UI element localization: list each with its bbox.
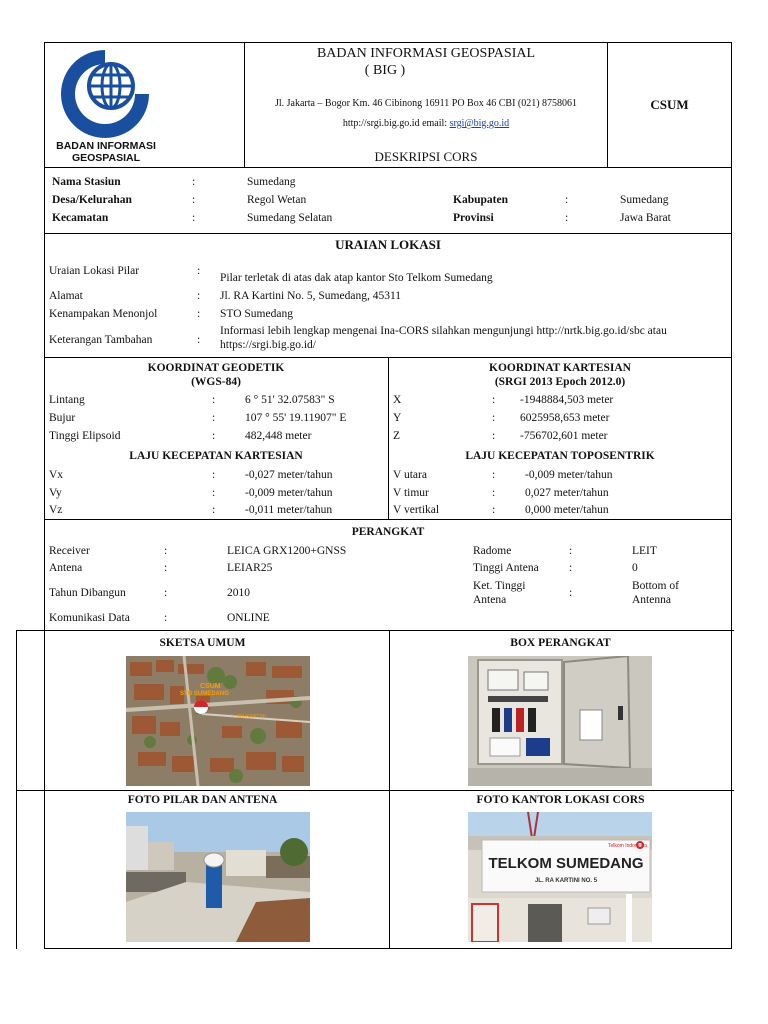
vel-cart-label: Vz: [49, 504, 63, 516]
location-value-line2: https://srgi.big.go.id/: [220, 339, 316, 351]
colon: :: [164, 562, 168, 574]
vel-topo-label: V timur: [393, 487, 429, 499]
nama-stasiun-label: Nama Stasiun: [52, 176, 121, 188]
colon: :: [565, 212, 569, 224]
geodetic-label: Bujur: [49, 412, 76, 424]
colon: :: [212, 469, 216, 481]
location-label: Uraian Lokasi Pilar: [49, 265, 140, 277]
radome-value: LEIT: [632, 545, 657, 557]
nama-stasiun-value: Sumedang: [247, 176, 296, 188]
komunikasi-label: Komunikasi Data: [49, 612, 130, 624]
vel-cart-label: Vx: [49, 469, 64, 481]
colon: :: [212, 430, 216, 442]
map-marker-icon: [194, 700, 208, 714]
cartesian-value: -1948884,503 meter: [520, 394, 614, 406]
colon: :: [492, 504, 496, 516]
colon: :: [569, 562, 573, 574]
antena-value: LEIAR25: [227, 562, 273, 574]
sketsa-title: SKETSA UMUM: [159, 637, 246, 649]
colon: :: [197, 265, 201, 277]
email-link[interactable]: srgi@big.go.id: [449, 118, 510, 129]
desa-label: Desa/Kelurahan: [52, 194, 132, 206]
geodetic-value: 6 ° 51' 32.07583" S: [245, 394, 335, 406]
doc-title: DESKRIPSI CORS: [374, 149, 478, 164]
geodetic-title: [44, 361, 388, 389]
tinggi-antena-label: Tinggi Antena: [473, 562, 539, 574]
map-label-road: JL. RA KARTINI: [230, 714, 266, 720]
cartesian-title: [388, 361, 732, 389]
colon: :: [164, 545, 168, 557]
vel-cart-title: LAJU KECEPATAN KARTESIAN: [129, 450, 303, 462]
colon: :: [569, 545, 573, 557]
location-label: Keterangan Tambahan: [49, 334, 153, 346]
vel-topo-value: 0,027 meter/tahun: [525, 487, 609, 499]
cartesian-subtitle: (SRGI 2013 Epoch 2012.0): [494, 376, 626, 388]
geodetic-subtitle: (WGS-84): [191, 376, 241, 388]
kecamatan-label: Kecamatan: [52, 212, 109, 224]
cartesian-value: 6025958,653 meter: [520, 412, 610, 424]
telkom-logo-icon: [636, 841, 644, 849]
vel-topo-label: V vertikal: [393, 504, 440, 516]
location-value: STO Sumedang: [220, 308, 293, 320]
logo-caption-line1: BADAN INFORMASI: [56, 140, 156, 152]
cartesian-label: X: [393, 394, 402, 406]
komunikasi-value: ONLINE: [227, 612, 270, 624]
vel-cart-label: Vy: [49, 487, 62, 499]
photo-middle-rule: [16, 790, 734, 791]
cartesian-label: Z: [393, 430, 401, 442]
geodetic-value: 107 ° 55' 19.11907" E: [245, 412, 347, 424]
telkom-brand: Telkom Indonesia: [608, 843, 647, 849]
ket-tinggi-value-1: Bottom of: [632, 580, 679, 592]
coord-bottom-rule: [44, 519, 732, 520]
provinsi-value: Jawa Barat: [620, 212, 671, 224]
globe-icon: [55, 46, 155, 138]
location-label: Alamat: [49, 290, 83, 302]
logo-caption-line2: GEOSPASIAL: [71, 152, 141, 164]
org-name: BADAN INFORMASI GEOSPASIAL: [316, 46, 536, 61]
colon: :: [492, 487, 496, 499]
vel-cart-value: -0,027 meter/tahun: [245, 469, 333, 481]
sign-text: TELKOM SUMEDANG: [488, 855, 644, 872]
location-title: URAIAN LOKASI: [335, 237, 441, 252]
pilar-antena-image: [126, 812, 310, 942]
org-address: Jl. Jakarta – Bogor Km. 46 Cibinong 16911 PO Box 46 CBI (021) 8758061: [274, 98, 578, 109]
geodetic-label: Tinggi Elipsoid: [49, 430, 121, 442]
receiver-label: Receiver: [49, 545, 90, 557]
desa-value: Regol Wetan: [247, 194, 307, 206]
location-label: Kenampakan Menonjol: [49, 308, 158, 320]
kabupaten-label: Kabupaten: [453, 194, 508, 206]
kantor-title: FOTO KANTOR LOKASI CORS: [476, 794, 645, 806]
ket-tinggi-label-1: Ket. Tinggi: [473, 580, 526, 592]
header-bottom-rule: [44, 167, 732, 168]
colon: :: [212, 487, 216, 499]
colon: :: [197, 334, 201, 346]
colon: :: [492, 412, 496, 424]
map-label-csum: CSUM: [200, 683, 221, 690]
box-perangkat-image: [468, 656, 652, 786]
provinsi-label: Provinsi: [453, 212, 494, 224]
location-value: Informasi lebih lengkap mengenai Ina-CORS silahkan mengunjungi http://nrtk.big.go.id/sbc atau: [220, 325, 667, 337]
colon: :: [565, 194, 569, 206]
vel-topo-value: 0,000 meter/tahun: [525, 504, 609, 516]
cartesian-value: -756702,601 meter: [520, 430, 608, 442]
geodetic-value: 482,448 meter: [245, 430, 312, 442]
colon: :: [212, 504, 216, 516]
geodetic-title-line1: KOORDINAT GEODETIK: [147, 362, 285, 374]
ket-tinggi-label-2: Antena: [473, 594, 507, 606]
vel-topo-value: -0,009 meter/tahun: [525, 469, 613, 481]
station-code: CSUM: [650, 97, 689, 112]
web-text: http://srgi.big.go.id email:: [342, 118, 450, 129]
radome-label: Radome: [473, 545, 512, 557]
kantor-image: [468, 812, 652, 942]
pilar-title: FOTO PILAR DAN ANTENA: [127, 794, 278, 806]
kabupaten-value: Sumedang: [620, 194, 669, 206]
kecamatan-value: Sumedang Selatan: [247, 212, 333, 224]
colon: :: [569, 587, 573, 599]
location-value: Pilar terletak di atas dak atap kantor Sto Telkom Sumedang: [220, 272, 493, 284]
org-abbr: ( BIG ): [364, 63, 406, 78]
equipment-bottom-rule: [16, 630, 734, 631]
map-label-sto: STO SUMEDANG: [180, 691, 229, 697]
vel-cart-value: -0,009 meter/tahun: [245, 487, 333, 499]
tahun-value: 2010: [227, 587, 250, 599]
colon: :: [212, 394, 216, 406]
colon: :: [197, 308, 201, 320]
big-logo: [55, 46, 155, 138]
cartesian-label: Y: [393, 412, 402, 424]
box-title: BOX PERANGKAT: [510, 637, 611, 649]
colon: :: [492, 430, 496, 442]
colon: :: [164, 587, 168, 599]
antena-label: Antena: [49, 562, 83, 574]
vel-cart-value: -0,011 meter/tahun: [245, 504, 333, 516]
colon: :: [164, 612, 168, 624]
sign-subtext: JL. RA KARTINI NO. 5: [534, 878, 598, 884]
equipment-title: PERANGKAT: [351, 526, 425, 538]
colon: :: [212, 412, 216, 424]
colon: :: [192, 212, 196, 224]
tinggi-antena-value: 0: [632, 562, 638, 574]
org-contact: [245, 118, 607, 130]
vel-topo-title: LAJU KECEPATAN TOPOSENTRIK: [465, 450, 655, 462]
colon: :: [192, 194, 196, 206]
colon: :: [192, 176, 196, 188]
colon: :: [492, 469, 496, 481]
geodetic-label: Lintang: [49, 394, 85, 406]
receiver-value: LEICA GRX1200+GNSS: [227, 545, 347, 557]
colon: :: [197, 290, 201, 302]
ket-tinggi-value-2: Antenna: [632, 594, 671, 606]
location-value: Jl. RA Kartini No. 5, Sumedang, 45311: [220, 290, 402, 302]
logo-caption: [44, 140, 168, 164]
tahun-label: Tahun Dibangun: [49, 587, 126, 599]
sketsa-map-image: [126, 656, 310, 786]
cartesian-title-line1: KOORDINAT KARTESIAN: [489, 362, 631, 374]
station-bottom-rule: [44, 233, 732, 234]
vel-topo-label: V utara: [393, 469, 427, 481]
colon: :: [492, 394, 496, 406]
